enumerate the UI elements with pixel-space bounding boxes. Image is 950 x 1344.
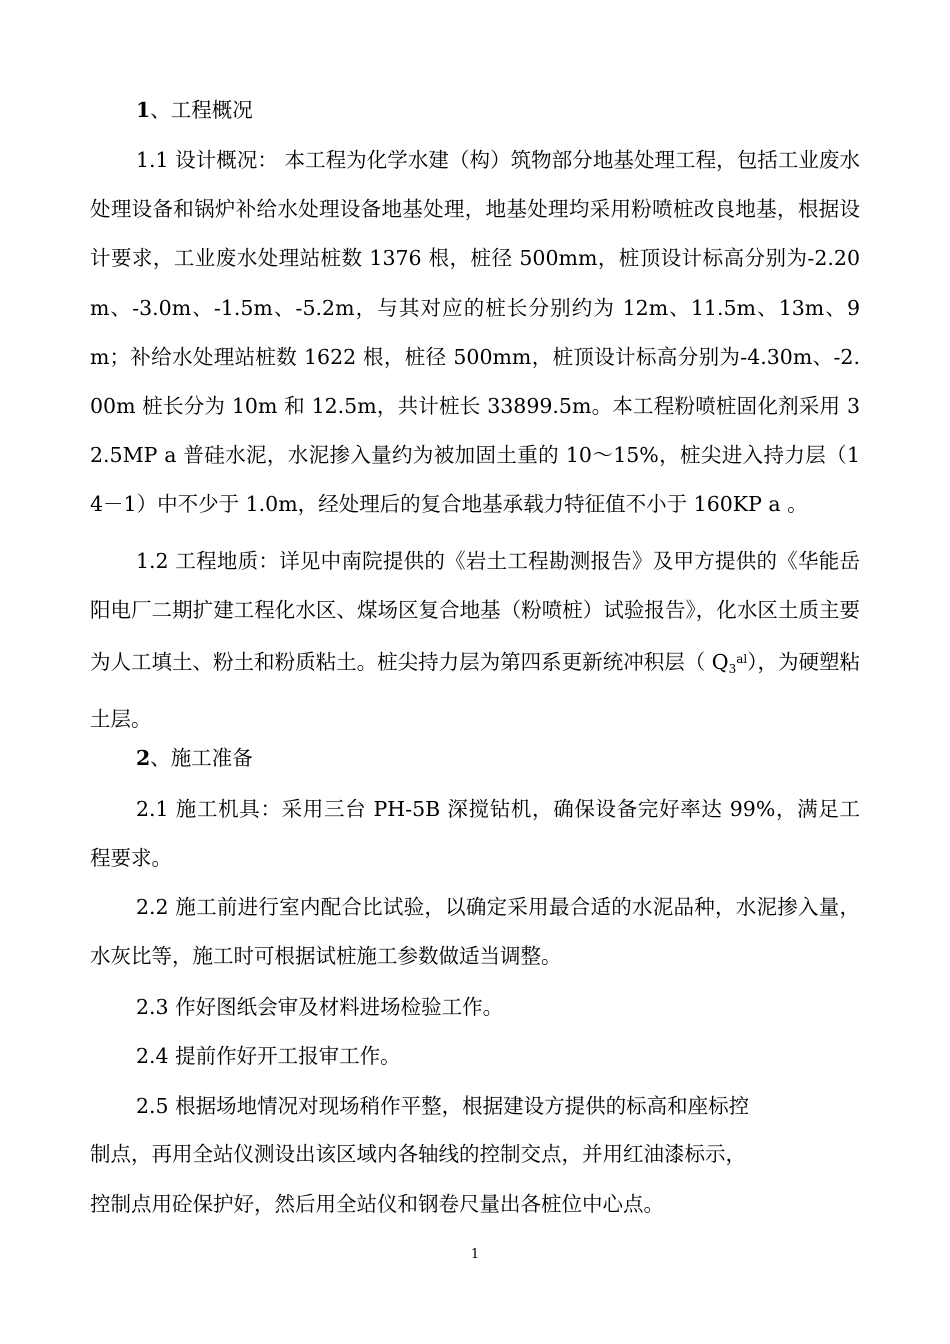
paragraph-2-5-line-3: 控制点用砼保护好，然后用全站仪和钢卷尺量出各桩位中心点。 <box>90 1192 664 1216</box>
formula-subscript: 3 <box>728 662 737 677</box>
paragraph-2-1-equipment: 2.1 施工机具：采用三台 PH-5B 深搅钻机，确保设备完好率达 99%，满足工程要求。 <box>90 797 860 871</box>
section-number: 2 <box>136 746 151 770</box>
section-title: 、施工准备 <box>150 746 253 770</box>
paragraph-1-1-design-overview: 1.1 设计概况： 本工程为化学水建（构）筑物部分地基处理工程，包括工业废水处理设备和锅炉补给水处理设备地基处理，地基处理均采用粉喷桩改良地基，根据设计要求，工业废水处理站桩数 1376 根，桩径 500mm，桩顶设计标高分别为-2.20m、-3.0m、-1.5m、-5.2m，与其对应的桩长分别约为 12m、11.5m、13m、9m；补给水处理站桩数 1622 根，桩径 500mm，桩顶设计标高分别为-4.30m、-2.00m 桩长分为 10m 和 12.5m，共计桩长 33899.5m。本工程粉喷桩固化剂采用 32.5MP a 普硅水泥，水泥掺入量约为被加固土重的 10～15%，桩尖进入持力层（14－1）中不少于 1.0m，经处理后的复合地基承载力特征值不小于 160KP a 。 <box>90 148 860 517</box>
paragraph-2-5-line-1: 2.5 根据场地情况对现场稍作平整，根据建设方提供的标高和座标控 <box>136 1094 750 1118</box>
paragraph-2-2-mix-test: 2.2 施工前进行室内配合比试验，以确定采用最合适的水泥品种，水泥掺入量，水灰比等，施工时可根据试桩施工参数做适当调整。 <box>90 895 860 969</box>
paragraph-2-3-drawing-review: 2.3 作好图纸会审及材料进场检验工作。 <box>136 995 504 1019</box>
paragraph-2-5-line-2: 制点，再用全站仪测设出该区域内各轴线的控制交点，并用红油漆标示， <box>90 1142 746 1166</box>
section-number: 1 <box>136 98 151 122</box>
section-title: 、工程概况 <box>150 98 253 122</box>
formula-superscript: al <box>736 652 748 667</box>
paragraph-1-2-geology <box>90 537 860 744</box>
page-number: 1 <box>470 1247 480 1262</box>
section-heading-1 <box>136 86 253 135</box>
paragraph-text-tail-close: ），为硬塑粘土层。 <box>90 650 860 731</box>
section-heading-2 <box>136 734 253 783</box>
paragraph-text-tail-open: （ Q <box>684 650 729 675</box>
paragraph-2-4-commencement: 2.4 提前作好开工报审工作。 <box>136 1044 401 1068</box>
paragraph-text: 1.2 工程地质：详见中南院提供的《岩土工程勘测报告》及甲方提供的《华能岳阳电厂二期扩建工程化水区、煤场区复合地基（粉喷桩）试验报告》，化水区土质主要为人工填土、粉土和粉质粘土。桩尖持力层为第四系更新统冲积层 <box>90 549 860 675</box>
